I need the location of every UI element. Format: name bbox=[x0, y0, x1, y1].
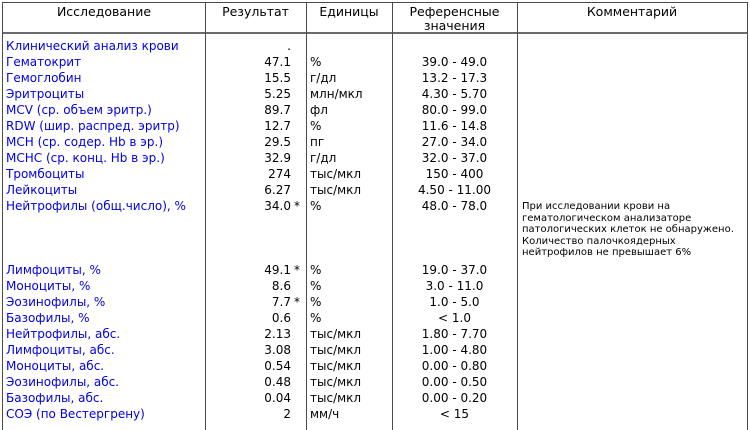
reference-range-cell: 80.0 - 99.0 bbox=[421, 103, 488, 117]
abnormal-flag: * bbox=[294, 199, 300, 213]
comment-cell bbox=[517, 38, 747, 54]
table-row bbox=[3, 278, 747, 294]
result-value: 89.7 bbox=[264, 103, 291, 117]
table-body bbox=[3, 34, 747, 422]
reference-range-cell: 39.0 - 49.0 bbox=[421, 55, 488, 69]
test-name-cell: Клинический анализ крови bbox=[6, 39, 179, 53]
column-header-comment: Комментарий bbox=[586, 4, 678, 19]
comment-cell bbox=[517, 118, 747, 134]
result-cell bbox=[205, 86, 306, 102]
result-value: 3.08 bbox=[264, 343, 291, 357]
test-name-cell: MCH (ср. содер. Hb в эр.) bbox=[6, 135, 164, 149]
test-name-cell: Тромбоциты bbox=[6, 167, 85, 181]
reference-range-cell: < 15 bbox=[439, 407, 470, 421]
reference-range-cell: 3.0 - 11.0 bbox=[425, 279, 484, 293]
units-cell: г/дл bbox=[310, 151, 337, 165]
comment-cell bbox=[517, 182, 747, 198]
result-value: 34.0 bbox=[264, 199, 291, 213]
test-name-cell: Гематокрит bbox=[6, 55, 82, 69]
reference-range-cell: 48.0 - 78.0 bbox=[421, 199, 488, 213]
reference-range-cell: 1.0 - 5.0 bbox=[429, 295, 480, 309]
table-row bbox=[3, 86, 747, 102]
lab-results-table bbox=[2, 2, 748, 430]
result-value: 0.6 bbox=[271, 311, 291, 325]
result-value: 15.5 bbox=[264, 71, 291, 85]
table-row bbox=[3, 390, 747, 406]
result-cell bbox=[205, 294, 306, 310]
comment-cell bbox=[517, 134, 747, 150]
result-cell bbox=[205, 182, 306, 198]
table-row bbox=[3, 150, 747, 166]
units-cell: % bbox=[310, 295, 322, 309]
table-row bbox=[3, 54, 747, 70]
result-cell bbox=[205, 342, 306, 358]
result-value: 8.6 bbox=[271, 279, 291, 293]
result-cell bbox=[205, 166, 306, 182]
reference-range-cell: 0.00 - 0.80 bbox=[421, 359, 488, 373]
reference-range-cell: 1.00 - 4.80 bbox=[421, 343, 488, 357]
test-name-cell: MCV (ср. объем эритр.) bbox=[6, 103, 152, 117]
reference-range-cell: 1.80 - 7.70 bbox=[421, 327, 488, 341]
table-row bbox=[3, 118, 747, 134]
result-value: 7.7 bbox=[271, 295, 291, 309]
units-cell: тыс/мкл bbox=[310, 343, 362, 357]
abnormal-flag: * bbox=[294, 295, 300, 309]
table-row bbox=[3, 358, 747, 374]
units-cell: тыс/мкл bbox=[310, 327, 362, 341]
test-name-cell: Гемоглобин bbox=[6, 71, 82, 85]
reference-range-cell: 0.00 - 0.50 bbox=[421, 375, 488, 389]
reference-range-cell: 0.00 - 0.20 bbox=[421, 391, 488, 405]
table-row bbox=[3, 38, 747, 54]
units-cell: фл bbox=[310, 103, 328, 117]
test-name-cell: Лимфоциты, % bbox=[6, 263, 101, 277]
reference-range-cell bbox=[392, 38, 517, 54]
units-cell: тыс/мкл bbox=[310, 167, 362, 181]
column-header-test: Исследование bbox=[56, 4, 152, 19]
result-value: 0.54 bbox=[264, 359, 291, 373]
test-name-cell: Нейтрофилы (общ.число), % bbox=[6, 199, 186, 213]
table-row bbox=[3, 70, 747, 86]
test-name-cell: Эритроциты bbox=[6, 87, 85, 101]
table-row bbox=[3, 166, 747, 182]
result-value: 6.27 bbox=[264, 183, 291, 197]
comment-cell bbox=[517, 342, 747, 358]
result-cell bbox=[205, 70, 306, 86]
result-value: 47.1 bbox=[264, 55, 291, 69]
column-divider bbox=[517, 3, 518, 430]
result-value: 49.1 bbox=[264, 263, 291, 277]
result-value: 0.04 bbox=[264, 391, 291, 405]
units-cell: тыс/мкл bbox=[310, 391, 362, 405]
result-cell bbox=[205, 150, 306, 166]
abnormal-flag: * bbox=[294, 263, 300, 277]
result-cell bbox=[205, 102, 306, 118]
result-cell bbox=[205, 38, 306, 54]
result-value: 2.13 bbox=[264, 327, 291, 341]
units-cell: пг bbox=[310, 135, 325, 149]
comment-cell bbox=[517, 358, 747, 374]
test-name-cell: СОЭ (по Вестергрену) bbox=[6, 407, 145, 421]
units-cell: г/дл bbox=[310, 71, 337, 85]
table-row bbox=[3, 198, 747, 262]
table-row bbox=[3, 134, 747, 150]
test-name-cell: MCHC (ср. конц. Hb в эр.) bbox=[6, 151, 165, 165]
test-name-cell: Эозинофилы, абс. bbox=[6, 375, 120, 389]
units-cell: % bbox=[310, 263, 322, 277]
test-name-cell: Моноциты, % bbox=[6, 279, 91, 293]
table-row bbox=[3, 374, 747, 390]
units-cell: тыс/мкл bbox=[310, 375, 362, 389]
column-divider bbox=[392, 3, 393, 430]
comment-cell bbox=[517, 262, 747, 278]
result-cell bbox=[205, 310, 306, 326]
column-divider bbox=[306, 3, 307, 430]
reference-range-cell: 4.30 - 5.70 bbox=[421, 87, 488, 101]
table-row bbox=[3, 102, 747, 118]
comment-cell bbox=[517, 390, 747, 406]
table-row bbox=[3, 182, 747, 198]
column-header-units: Единицы bbox=[319, 4, 379, 19]
units-cell: % bbox=[310, 55, 322, 69]
test-name-cell: Эозинофилы, % bbox=[6, 295, 106, 309]
units-cell bbox=[306, 38, 392, 54]
test-name-cell: Нейтрофилы, абс. bbox=[6, 327, 121, 341]
result-cell bbox=[205, 326, 306, 342]
comment-cell bbox=[517, 310, 747, 326]
result-cell bbox=[205, 262, 306, 278]
comment-cell bbox=[517, 86, 747, 102]
test-name-cell: Моноциты, абс. bbox=[6, 359, 105, 373]
reference-range-cell: 19.0 - 37.0 bbox=[421, 263, 488, 277]
result-value: 12.7 bbox=[264, 119, 291, 133]
result-cell bbox=[205, 278, 306, 294]
result-value: 5.25 bbox=[264, 87, 291, 101]
result-value: 0.48 bbox=[264, 375, 291, 389]
reference-range-cell: 32.0 - 37.0 bbox=[421, 151, 488, 165]
comment-cell bbox=[517, 102, 747, 118]
reference-range-cell: 150 - 400 bbox=[425, 167, 484, 181]
units-cell: тыс/мкл bbox=[310, 183, 362, 197]
reference-range-cell: < 1.0 bbox=[438, 311, 471, 325]
units-cell: мм/ч bbox=[310, 407, 340, 421]
test-name-cell: Лейкоциты bbox=[6, 183, 78, 197]
comment-cell bbox=[517, 70, 747, 86]
test-name-cell: Лимфоциты, абс. bbox=[6, 343, 115, 357]
table-row bbox=[3, 262, 747, 278]
table-row bbox=[3, 326, 747, 342]
result-cell bbox=[205, 134, 306, 150]
result-value: 29.5 bbox=[264, 135, 291, 149]
reference-range-cell: 13.2 - 17.3 bbox=[421, 71, 488, 85]
table-row bbox=[3, 310, 747, 326]
table-header-row bbox=[3, 3, 747, 34]
result-value: 2 bbox=[283, 407, 291, 421]
result-cell bbox=[205, 374, 306, 390]
reference-range-cell: 27.0 - 34.0 bbox=[421, 135, 488, 149]
result-cell bbox=[205, 358, 306, 374]
table-row bbox=[3, 294, 747, 310]
column-header-reference: Референсные значения bbox=[409, 4, 500, 33]
comment-cell: При исследовании крови на гематологическом анализаторе патологических клеток не обнаружено. Количество палочкоядерных нейтрофилов не превышает 6% bbox=[522, 201, 734, 258]
comment-cell bbox=[517, 150, 747, 166]
result-cell bbox=[205, 54, 306, 70]
test-name-cell: Базофилы, абс. bbox=[6, 391, 104, 405]
result-cell bbox=[205, 118, 306, 134]
table-row bbox=[3, 342, 747, 358]
table-row bbox=[3, 406, 747, 422]
result-value: 32.9 bbox=[264, 151, 291, 165]
units-cell: тыс/мкл bbox=[310, 359, 362, 373]
comment-cell bbox=[517, 406, 747, 422]
comment-cell bbox=[517, 54, 747, 70]
comment-cell bbox=[517, 294, 747, 310]
units-cell: % bbox=[310, 199, 322, 213]
comment-cell bbox=[517, 374, 747, 390]
column-divider bbox=[205, 3, 206, 430]
test-name-cell: Базофилы, % bbox=[6, 311, 90, 325]
units-cell: % bbox=[310, 311, 322, 325]
result-cell bbox=[205, 406, 306, 422]
units-cell: % bbox=[310, 279, 322, 293]
comment-cell bbox=[517, 326, 747, 342]
comment-cell bbox=[517, 278, 747, 294]
reference-range-cell: 11.6 - 14.8 bbox=[421, 119, 488, 133]
units-cell: млн/мкл bbox=[310, 87, 363, 101]
result-value: . bbox=[287, 39, 291, 53]
result-value: 274 bbox=[268, 167, 291, 181]
comment-cell bbox=[517, 166, 747, 182]
reference-range-cell: 4.50 - 11.00 bbox=[417, 183, 492, 197]
column-header-result: Результат bbox=[222, 4, 289, 19]
result-cell bbox=[205, 198, 306, 262]
units-cell: % bbox=[310, 119, 322, 133]
test-name-cell: RDW (шир. распред. эритр) bbox=[6, 119, 180, 133]
result-cell bbox=[205, 390, 306, 406]
